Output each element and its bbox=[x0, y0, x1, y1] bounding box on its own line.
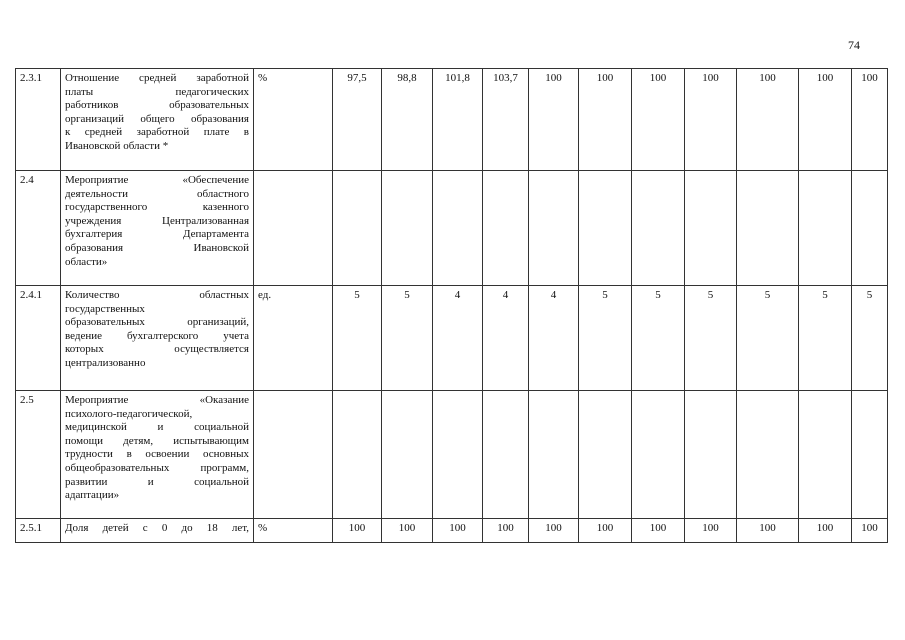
value-cell bbox=[632, 391, 685, 519]
value-cell: 100 bbox=[799, 69, 852, 171]
value-cell: 5 bbox=[852, 286, 888, 391]
row-number-cell: 2.4 bbox=[16, 171, 61, 286]
indicator-name-line: бухгалтерия Департамента bbox=[65, 228, 249, 241]
indicator-name-line: Отношение средней заработной bbox=[65, 72, 249, 84]
value-cell: 98,8 bbox=[382, 69, 433, 171]
value-cell: 100 bbox=[852, 69, 888, 171]
table-row bbox=[16, 519, 888, 543]
value-cell bbox=[852, 391, 888, 519]
value-cell bbox=[483, 391, 529, 519]
indicator-name-line: области» bbox=[65, 255, 108, 268]
value-cell: 5 bbox=[382, 286, 433, 391]
unit-cell bbox=[254, 391, 333, 519]
value-cell: 100 bbox=[737, 519, 799, 543]
value-cell: 100 bbox=[333, 519, 382, 543]
value-cell: 100 bbox=[852, 519, 888, 543]
value-cell: 4 bbox=[483, 286, 529, 391]
value-cell bbox=[799, 171, 852, 286]
indicators-table bbox=[15, 68, 888, 543]
row-number-cell: 2.5.1 bbox=[16, 519, 61, 543]
indicator-name-line: платы педагогических bbox=[65, 85, 249, 98]
indicator-name-cell bbox=[61, 519, 254, 543]
value-cell bbox=[852, 171, 888, 286]
indicator-name-line: Ивановской области * bbox=[65, 139, 169, 152]
indicator-name-line: Количество областных bbox=[65, 289, 249, 301]
value-cell: 5 bbox=[737, 286, 799, 391]
indicator-name-line: образования Ивановской bbox=[65, 241, 249, 254]
indicator-name-line: Мероприятие «Обеспечение bbox=[65, 174, 249, 186]
value-cell: 100 bbox=[632, 519, 685, 543]
value-cell bbox=[737, 391, 799, 519]
indicator-name-line: развитии и социальной bbox=[65, 475, 249, 488]
value-cell: 100 bbox=[529, 519, 579, 543]
value-cell: 4 bbox=[433, 286, 483, 391]
value-cell: 100 bbox=[799, 519, 852, 543]
value-cell: 100 bbox=[483, 519, 529, 543]
indicator-name-line: адаптации» bbox=[65, 489, 120, 502]
value-cell bbox=[529, 391, 579, 519]
value-cell: 5 bbox=[799, 286, 852, 391]
indicator-name-line: помощи детям, испытывающим bbox=[65, 434, 249, 447]
value-cell: 100 bbox=[737, 69, 799, 171]
row-number-cell: 2.5 bbox=[16, 391, 61, 519]
value-cell: 100 bbox=[579, 69, 632, 171]
value-cell: 4 bbox=[529, 286, 579, 391]
row-number-cell: 2.4.1 bbox=[16, 286, 61, 391]
table-row bbox=[16, 391, 888, 519]
value-cell: 100 bbox=[382, 519, 433, 543]
indicator-name-line: учреждения Централизованная bbox=[65, 214, 249, 227]
value-cell bbox=[579, 171, 632, 286]
value-cell: 103,7 bbox=[483, 69, 529, 171]
table-row bbox=[16, 69, 888, 171]
unit-cell: % bbox=[254, 69, 333, 171]
value-cell: 97,5 bbox=[333, 69, 382, 171]
value-cell: 5 bbox=[685, 286, 737, 391]
value-cell bbox=[737, 171, 799, 286]
value-cell: 101,8 bbox=[433, 69, 483, 171]
indicator-name-line: образовательных организаций, bbox=[65, 316, 249, 329]
value-cell bbox=[632, 171, 685, 286]
indicator-name-line: организаций общего образования bbox=[65, 112, 249, 125]
indicator-name-line: централизованно bbox=[65, 356, 146, 369]
indicator-name-line: трудности в освоении основных bbox=[65, 448, 249, 461]
indicator-name-line: Мероприятие «Оказание bbox=[65, 394, 249, 406]
value-cell bbox=[579, 391, 632, 519]
value-cell bbox=[685, 171, 737, 286]
indicator-name-line: психолого-педагогической, bbox=[65, 407, 193, 420]
value-cell: 100 bbox=[529, 69, 579, 171]
value-cell: 100 bbox=[433, 519, 483, 543]
indicator-name-line: работников образовательных bbox=[65, 99, 249, 112]
table-row bbox=[16, 286, 888, 391]
indicator-name-line: ведение бухгалтерского учета bbox=[65, 329, 249, 342]
indicator-name-line: государственных bbox=[65, 302, 145, 315]
value-cell bbox=[529, 171, 579, 286]
value-cell: 5 bbox=[632, 286, 685, 391]
indicator-name-line: деятельности областного bbox=[65, 187, 249, 200]
value-cell: 100 bbox=[579, 519, 632, 543]
value-cell bbox=[382, 391, 433, 519]
value-cell: 100 bbox=[685, 69, 737, 171]
indicator-name-cell bbox=[61, 69, 254, 171]
value-cell bbox=[382, 171, 433, 286]
row-number-cell: 2.3.1 bbox=[16, 69, 61, 171]
value-cell bbox=[799, 391, 852, 519]
indicator-name-line: государственного казенного bbox=[65, 201, 249, 214]
value-cell: 5 bbox=[333, 286, 382, 391]
value-cell: 5 bbox=[579, 286, 632, 391]
indicator-name-line: общеобразовательных программ, bbox=[65, 461, 249, 474]
indicator-name-cell bbox=[61, 171, 254, 286]
value-cell: 100 bbox=[685, 519, 737, 543]
indicator-name-cell bbox=[61, 391, 254, 519]
table-row bbox=[16, 171, 888, 286]
indicator-name-line: которых осуществляется bbox=[65, 343, 249, 356]
unit-cell: ед. bbox=[254, 286, 333, 391]
unit-cell: % bbox=[254, 519, 333, 543]
value-cell: 100 bbox=[632, 69, 685, 171]
value-cell bbox=[333, 171, 382, 286]
unit-cell bbox=[254, 171, 333, 286]
value-cell bbox=[333, 391, 382, 519]
indicator-name-cell bbox=[61, 286, 254, 391]
indicator-name-line: медицинской и социальной bbox=[65, 421, 249, 434]
value-cell bbox=[433, 391, 483, 519]
page-number: 74 bbox=[848, 38, 860, 52]
indicator-name-line: к средней заработной плате в bbox=[65, 126, 249, 139]
value-cell bbox=[433, 171, 483, 286]
value-cell bbox=[685, 391, 737, 519]
indicator-name-line: Доля детей с 0 до 18 лет, bbox=[65, 522, 249, 534]
value-cell bbox=[483, 171, 529, 286]
